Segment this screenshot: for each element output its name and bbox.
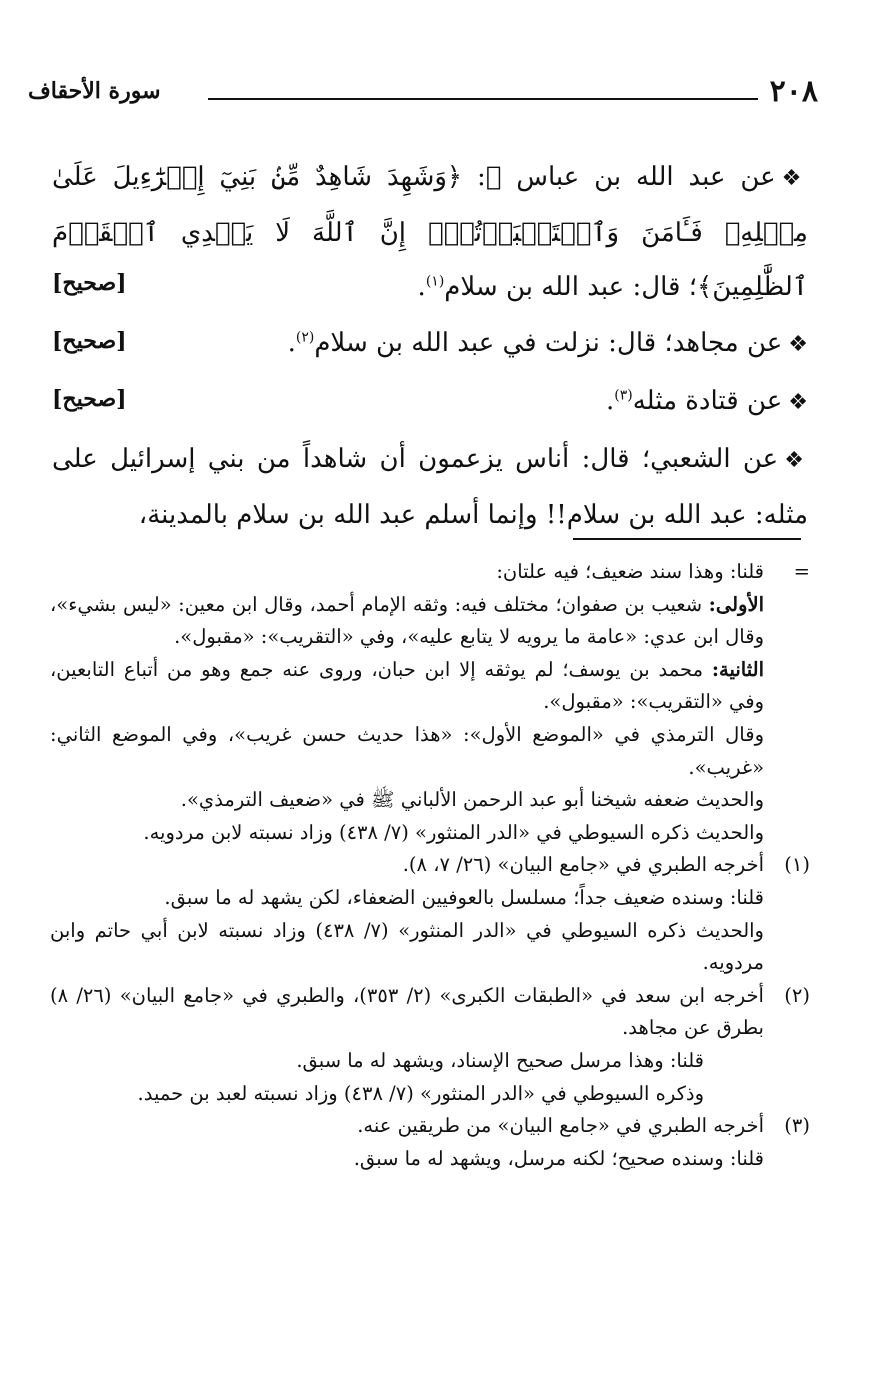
bullet-icon: ❖ (788, 390, 808, 415)
footnotes (50, 556, 810, 1175)
header-rule (208, 98, 758, 100)
grade-label: [صحيح] (52, 386, 127, 412)
footnote-number: (٢) (784, 983, 810, 1007)
narration-text: عن مجاهد؛ قال: نزلت في عبد الله بن سلام (314, 328, 783, 358)
narration-text: عن الشعبي؛ قال: أناس يزعمون أن شاهداً من بني إسرائيل على مثله: عبد الله بن سلام!! وإنما أسلم عبد الله بن سلام بالمدينة، (52, 444, 808, 530)
main-text (52, 150, 808, 542)
footnote-number: (٣) (784, 1114, 810, 1138)
label-second: الثانية: (711, 657, 764, 681)
quran-verse: ﴿وَشَهِدَ شَاهِدٌ مِّنۢ بَنِيٓ إِسۡرَٰٓءِيلَ عَلَىٰ مِثۡلِهِۦ فَـَٔامَنَ وَٱسۡتَكۡبَرۡتُمۡۚ إِنَّ ٱللَّهَ لَا يَهۡدِي ٱلۡقَوۡمَ ٱلظَّٰلِمِينَ﴾ (52, 162, 808, 302)
grade-label: [صحيح] (52, 328, 127, 354)
footnote-paragraph (50, 654, 764, 719)
footnote-line: والحديث ذكره السيوطي في «الدر المنثور» (٧/ ٤٣٨) وزاد نسبته لابن أبي حاتم وابن مردويه. (50, 918, 764, 975)
footnote-ref: (٣) (614, 387, 633, 404)
footnote-line: قلنا: وسنده صحيح؛ لكنه مرسل، ويشهد له ما سبق. (353, 1146, 764, 1170)
footnote-line: وقال الترمذي في «الموضع الأول»: «هذا حديث حسن غريب»، وفي الموضع الثاني: «غريب». (50, 722, 764, 779)
footnote-ref: (٢) (295, 329, 315, 346)
footnote-ref: (١) (425, 273, 445, 290)
footnote-1 (50, 849, 810, 979)
footnote-separator (573, 538, 801, 540)
narration-mujahid (52, 316, 808, 372)
narration-shabi (52, 432, 808, 542)
footnote-line: وذكره السيوطي في «الدر المنثور» (٧/ ٤٣٨) وزاد نسبته لعبد بن حميد. (137, 1081, 704, 1105)
footnote-paragraph (50, 589, 764, 654)
punctuation: . (417, 272, 426, 302)
continuation-marker: = (793, 560, 810, 583)
bullet-icon: ❖ (781, 166, 808, 191)
footnote-continuation (50, 556, 810, 849)
footnote-number: (١) (784, 853, 810, 877)
label-first: الأولى: (708, 592, 764, 616)
footnote-line: أخرجه الطبري في «جامع البيان» من طريقين عنه. (357, 1114, 764, 1138)
footnote-line: قلنا: وهذا سند ضعيف؛ فيه علتان: (496, 560, 764, 583)
footnote-line: أخرجه ابن سعد في «الطبقات الكبرى» (٢/ ٣٥٣)، والطبري في «جامع البيان» (٢٦/ ٨) بطرق عن مجاهد. (50, 983, 764, 1040)
bullet-icon: ❖ (788, 332, 808, 357)
footnote-line: قلنا: وهذا مرسل صحيح الإسناد، ويشهد له ما سبق. (296, 1048, 704, 1072)
footnote-line: أخرجه الطبري في «جامع البيان» (٢٦/ ٧، ٨). (402, 853, 764, 877)
punctuation: . (605, 386, 615, 416)
narration-text: عن عبد الله بن عباس ﷺ: (462, 162, 776, 192)
grade-label: [صحيح] (52, 270, 127, 296)
punctuation: . (287, 328, 296, 358)
narration-ibn-abbas (52, 150, 808, 314)
footnote-text: شعيب بن صفوان؛ مختلف فيه: وثقه الإمام أحمد، وقال ابن معين: «ليس بشيء»، وقال ابن عدي: «عامة ما يرويه لا يتابع عليه»، وفي «التقريب»: «مقبول». (50, 592, 764, 649)
footnote-text: محمد بن يوسف؛ لم يوثقه إلا ابن حبان، وروى عنه جمع وهو من أتباع التابعين، وفي «التقريب»: «مقبول». (50, 657, 764, 714)
footnote-line: والحديث ضعفه شيخنا أبو عبد الرحمن الألباني ﷺ في «ضعيف الترمذي». (180, 788, 764, 812)
footnote-line: قلنا: وسنده ضعيف جداً؛ مسلسل بالعوفيين الضعفاء، لكن يشهد له ما سبق. (164, 885, 764, 909)
narration-text: ؛ قال: عبد الله بن سلام (444, 272, 697, 302)
narration-qatada (52, 374, 808, 430)
running-title: سورة الأحقاف (28, 78, 161, 104)
page-header (28, 74, 818, 114)
narration-text: عن قتادة مثله (632, 386, 783, 416)
page-number: ٢٠٨ (769, 74, 818, 109)
footnote-2 (50, 980, 810, 1110)
bullet-icon: ❖ (784, 448, 808, 473)
footnote-3 (50, 1110, 810, 1175)
footnote-line: والحديث ذكره السيوطي في «الدر المنثور» (٧/ ٤٣٨) وزاد نسبته لابن مردويه. (143, 820, 764, 844)
